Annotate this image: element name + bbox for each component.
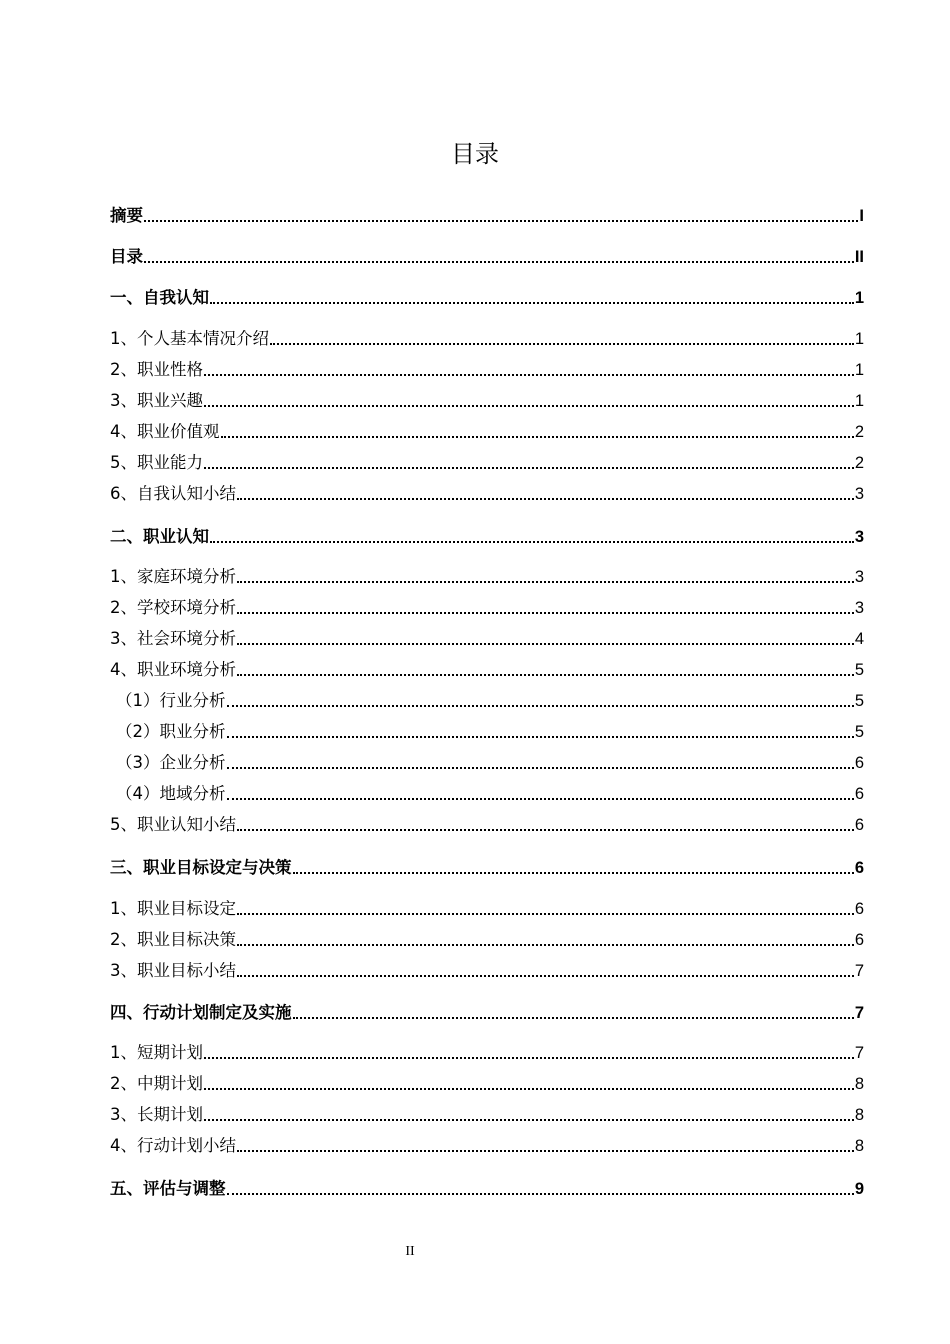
toc-entry-label: （2）职业分析 <box>116 722 226 741</box>
toc-entry[interactable] <box>110 358 864 382</box>
toc-entry-label: 1、短期计划 <box>110 1043 203 1062</box>
toc-entry-page-number: 6 <box>854 900 864 918</box>
dot-leader <box>227 705 854 707</box>
toc-entry-label: 4、职业价值观 <box>110 422 220 441</box>
toc-entry-page-number: 3 <box>854 485 864 503</box>
toc-entry-page-number: 8 <box>854 1137 864 1155</box>
toc-entry-page-number: II <box>854 248 864 266</box>
dot-leader <box>204 1088 854 1090</box>
toc-entry[interactable] <box>110 1134 864 1158</box>
toc-entry-page-number: 1 <box>854 289 864 307</box>
dot-leader <box>237 581 854 583</box>
toc-entry-label: 3、社会环境分析 <box>110 629 236 648</box>
toc-entry-page-number: 2 <box>854 423 864 441</box>
toc-entry[interactable] <box>110 627 864 651</box>
page-number-footer: II <box>405 1244 415 1259</box>
dot-leader <box>237 643 854 645</box>
toc-entry-page-number: 3 <box>854 568 864 586</box>
toc-entry[interactable] <box>110 420 864 444</box>
toc-entry-page-number: 7 <box>854 1004 864 1022</box>
dot-leader <box>204 374 854 376</box>
dot-leader <box>293 1017 854 1019</box>
toc-entry-page-number: 6 <box>854 785 864 803</box>
toc-entry-label: 1、个人基本情况介绍 <box>110 329 269 348</box>
toc-entry-label: 五、评估与调整 <box>110 1179 226 1198</box>
toc-entry[interactable] <box>110 689 864 713</box>
toc-entry-label: 摘要 <box>110 206 143 225</box>
toc-entry-page-number: 1 <box>854 392 864 410</box>
toc-entry-page-number: 9 <box>854 1180 864 1198</box>
toc-entry-label: 一、自我认知 <box>110 288 209 307</box>
toc-entry-label: 二、职业认知 <box>110 527 209 546</box>
toc-entry[interactable] <box>110 1103 864 1127</box>
toc-entry-label: 4、行动计划小结 <box>110 1136 236 1155</box>
dot-leader <box>204 1119 854 1121</box>
toc-entry-page-number: 1 <box>854 361 864 379</box>
toc-entry[interactable] <box>110 482 864 506</box>
toc-entry-label: 5、职业认知小结 <box>110 815 236 834</box>
toc-entry-page-number: 5 <box>854 723 864 741</box>
toc-entry-label: 2、职业目标决策 <box>110 930 236 949</box>
dot-leader <box>227 1193 854 1195</box>
toc-entry-label: 6、自我认知小结 <box>110 484 236 503</box>
toc-entry[interactable] <box>110 204 864 228</box>
toc-entry-label: 5、职业能力 <box>110 453 203 472</box>
toc-entry[interactable] <box>110 782 864 806</box>
dot-leader <box>221 436 854 438</box>
dot-leader <box>237 975 854 977</box>
dot-leader <box>204 405 854 407</box>
toc-entry-label: 1、家庭环境分析 <box>110 567 236 586</box>
toc-entry[interactable] <box>110 720 864 744</box>
toc-entry[interactable] <box>110 565 864 589</box>
toc-entry[interactable] <box>110 959 864 983</box>
dot-leader <box>237 674 854 676</box>
toc-entry[interactable] <box>110 286 864 310</box>
toc-entry-label: 目录 <box>110 247 143 266</box>
toc-entry-label: （1）行业分析 <box>116 691 226 710</box>
toc-entry-label: 4、职业环境分析 <box>110 660 236 679</box>
toc-entry-page-number: 8 <box>854 1106 864 1124</box>
toc-entry-page-number: 4 <box>854 630 864 648</box>
toc-entry-page-number: 6 <box>854 816 864 834</box>
toc-entry-page-number: 3 <box>854 599 864 617</box>
toc-entry[interactable] <box>110 1041 864 1065</box>
dot-leader <box>270 343 854 345</box>
toc-entry[interactable] <box>110 856 864 880</box>
dot-leader <box>237 498 854 500</box>
toc-entry-page-number: I <box>859 207 864 225</box>
toc-entry-label: （3）企业分析 <box>116 753 226 772</box>
toc-entry-page-number: 1 <box>854 330 864 348</box>
toc-entry-label: （4）地域分析 <box>116 784 226 803</box>
dot-leader <box>237 612 854 614</box>
toc-entry-label: 2、职业性格 <box>110 360 203 379</box>
dot-leader <box>293 872 854 874</box>
toc-entry-label: 三、职业目标设定与决策 <box>110 858 292 877</box>
toc-entry-label: 2、中期计划 <box>110 1074 203 1093</box>
toc-entry-label: 1、职业目标设定 <box>110 899 236 918</box>
toc-entry-page-number: 8 <box>854 1075 864 1093</box>
toc-entry-label: 四、行动计划制定及实施 <box>110 1003 292 1022</box>
toc-entry[interactable] <box>110 1177 864 1201</box>
toc-entry[interactable] <box>110 1072 864 1096</box>
toc-entry[interactable] <box>110 928 864 952</box>
dot-leader <box>237 829 854 831</box>
dot-leader <box>144 261 854 263</box>
dot-leader <box>237 913 854 915</box>
toc-entry-page-number: 5 <box>854 661 864 679</box>
toc-entry-page-number: 2 <box>854 454 864 472</box>
toc-entry[interactable] <box>110 525 864 549</box>
dot-leader <box>144 220 858 222</box>
toc-entry[interactable] <box>110 897 864 921</box>
toc-entry-label: 3、职业目标小结 <box>110 961 236 980</box>
toc-entry[interactable] <box>110 813 864 837</box>
toc-entry-label: 3、长期计划 <box>110 1105 203 1124</box>
dot-leader <box>204 1057 854 1059</box>
dot-leader <box>210 541 854 543</box>
toc-entry-page-number: 7 <box>854 1044 864 1062</box>
dot-leader <box>227 798 854 800</box>
toc-entry[interactable] <box>110 451 864 475</box>
toc-entry[interactable] <box>110 596 864 620</box>
toc-entry-page-number: 5 <box>854 692 864 710</box>
toc-entry[interactable] <box>110 1001 864 1025</box>
toc-entry-page-number: 7 <box>854 962 864 980</box>
dot-leader <box>204 467 854 469</box>
dot-leader <box>210 302 854 304</box>
dot-leader <box>227 736 854 738</box>
dot-leader <box>237 944 854 946</box>
toc-entry[interactable] <box>110 327 864 351</box>
toc-entry[interactable] <box>110 658 864 682</box>
toc-entry[interactable] <box>110 245 864 269</box>
toc-entry-label: 2、学校环境分析 <box>110 598 236 617</box>
page-title: 目录 <box>451 140 499 168</box>
toc-entry[interactable] <box>110 751 864 775</box>
toc-entry-page-number: 3 <box>854 528 864 546</box>
toc-entry-page-number: 6 <box>854 931 864 949</box>
dot-leader <box>227 767 854 769</box>
toc-entry-label: 3、职业兴趣 <box>110 391 203 410</box>
dot-leader <box>237 1150 854 1152</box>
toc-entry-page-number: 6 <box>854 859 864 877</box>
toc-entry[interactable] <box>110 389 864 413</box>
toc-entry-page-number: 6 <box>854 754 864 772</box>
